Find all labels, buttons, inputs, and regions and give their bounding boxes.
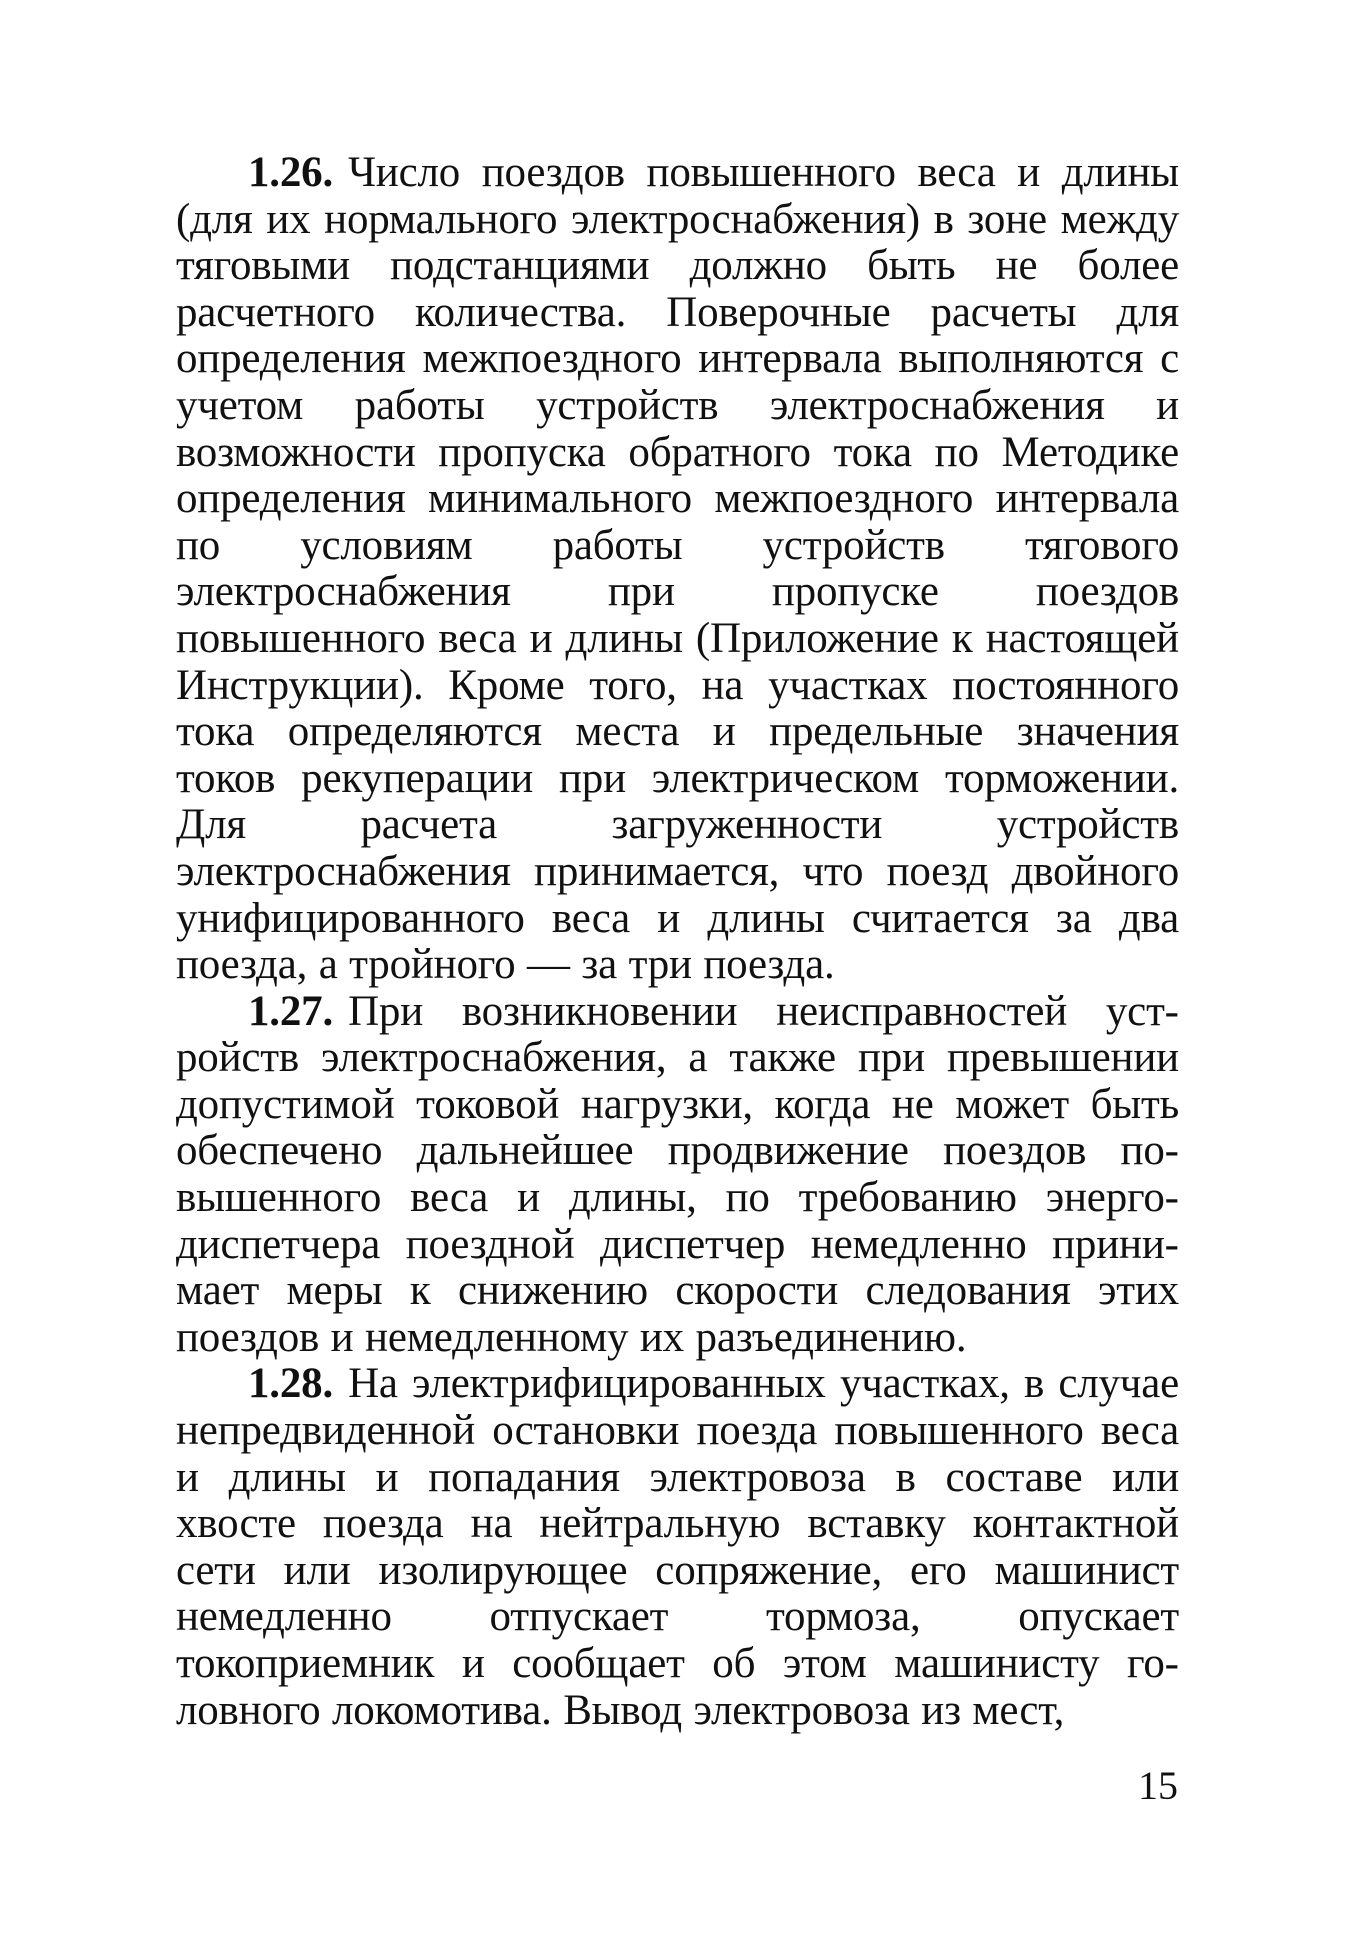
paragraph-number: 1.27.: [248, 987, 334, 1035]
document-page: [176, 150, 1179, 1734]
paragraph-1-27: [176, 989, 1179, 1362]
paragraph-number: 1.28.: [248, 1360, 334, 1408]
paragraph-text: При возникновении неисправностей устройств электроснабжения, а также при превышении допустимой токовой нагрузки, когда не может быть обеспечено дальнейшее продвижение поездов повышенного веса и длины, по требованию энергодиспетчера поездной диспетчер немедленно принимает меры к снижению скорости следования этих поездов и немедленному их разъединению.: [176, 987, 1179, 1361]
paragraph-1-26: [176, 150, 1179, 989]
page-number: 15: [1138, 1763, 1178, 1808]
paragraph-text: Число поездов повышенного веса и длины (для их нормального электроснабжения) в зоне между тяговыми подстанциями должно быть не более расчетного количества. Поверочные расчеты для определения межпоездного интервала выполняются с учетом работы устройств электроснабжения и возможности пропуска обратного тока по Методике определения минимального межпоездного интервала по условиям работы устройств тягового электроснабжения при пропуске поездов повышенного веса и длины (Приложение к настоящей Инструкции). Кроме того, на участках постоянного тока определяются места и предельные значения токов рекуперации при электрическом торможении. Для расчета загруженности устройств электроснабжения принимается, что поезд двойного унифицированного веса и длины считается за два поезда, а тройного — за три поезда.: [176, 149, 1179, 989]
paragraph-text: На электрифицированных участках, в случае непредвиденной остановки поезда повышенного веса и длины и попадания электровоза в составе или хвосте поезда на нейтральную вставку контактной сети или изолирующее сопряжение, его машинист немедленно отпускает тормоза, опускает токоприемник и сообщает об этом машинисту головного локомотива. Вывод электровоза из мест,: [176, 1360, 1179, 1734]
paragraph-1-28: [176, 1361, 1179, 1734]
paragraph-number: 1.26.: [248, 149, 334, 196]
